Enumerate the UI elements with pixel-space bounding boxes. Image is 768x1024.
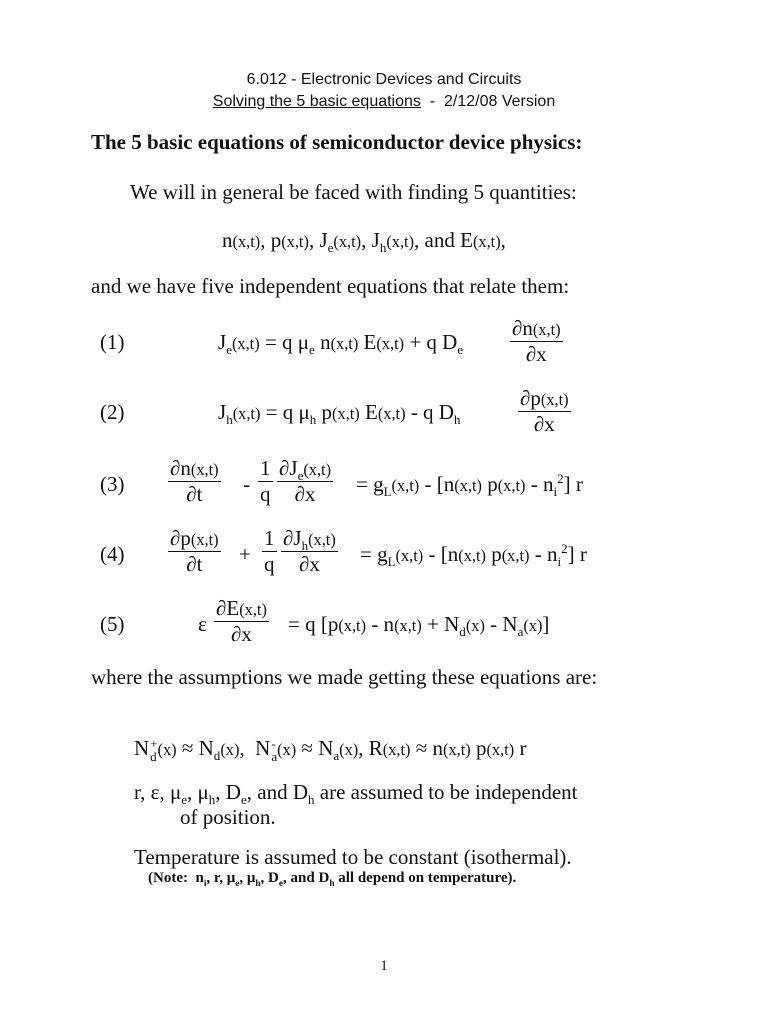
equation-2 <box>218 400 461 428</box>
eq3-f3-num <box>277 456 333 484</box>
eq4-f1-num-text: ∂p <box>170 526 191 550</box>
a2-sub: h <box>308 792 315 808</box>
note-rest: all depend on temperature). <box>334 870 517 886</box>
equation-number-5: (5) <box>100 612 125 636</box>
eq5-fraction <box>214 596 269 647</box>
eq2-sub: h <box>309 412 317 428</box>
eq3-rhs-b: - [n <box>419 472 455 496</box>
eq4-f1-num <box>168 526 221 551</box>
eq3-f1-den: ∂t <box>168 481 221 507</box>
eq3-f3-arg: (x,t) <box>303 460 332 479</box>
eq5-f-num <box>214 596 269 621</box>
eq2-frac-num-arg: (x,t) <box>540 390 569 409</box>
a1-sub: a <box>271 749 278 765</box>
eq1-arg: (x,t) <box>231 334 260 353</box>
document-subtitle <box>0 93 768 111</box>
q-end: , <box>500 228 506 252</box>
eq3-f3-sub: e <box>297 468 304 484</box>
page-number: 1 <box>380 958 388 974</box>
eq4-f3-arg: (x,t) <box>308 530 336 549</box>
header-separator: - <box>286 71 301 88</box>
eq4-ni-sup: 2 <box>561 541 568 556</box>
eq5-rhs-d: - N <box>484 612 518 636</box>
q-p: p <box>270 228 282 252</box>
quantities-line <box>222 228 506 256</box>
eq2-arg: (x,t) <box>232 404 261 423</box>
eq2-arg: (x,t) <box>377 404 406 423</box>
assumptions-intro: where the assumptions we made getting these equations are: <box>91 665 598 689</box>
eq3-f3-num-text: ∂J <box>279 456 298 480</box>
eq4-arg: (x,t) <box>395 546 424 565</box>
a1-n-sub-sup <box>150 737 157 763</box>
eq4-f1-arg: (x,t) <box>190 530 219 549</box>
assumption-3: Temperature is assumed to be constant (isothermal). <box>134 845 572 869</box>
eq1-fraction <box>510 316 563 367</box>
eq4-sub: L <box>387 554 396 570</box>
temperature-note <box>148 870 516 887</box>
a1-sub: a <box>333 748 340 764</box>
assumption-1 <box>134 736 526 763</box>
eq3-f1-num <box>168 456 221 481</box>
eq4-f3-sub: h <box>301 538 309 554</box>
a1-arg: (x,t) <box>486 740 515 759</box>
eq5-rhs <box>288 612 550 640</box>
a1-approx: ≈ n <box>410 736 443 760</box>
eq1-rhs: = q μ <box>259 330 310 354</box>
note-sub: e <box>235 879 240 889</box>
eq2-arg: (x,t) <box>332 404 360 423</box>
eq3-f2-den: q <box>260 482 271 506</box>
a2-start: r, ε, μ <box>134 780 182 804</box>
eq4-fraction-1q <box>262 526 277 577</box>
eq4-rhs-a: = g <box>360 542 388 566</box>
q-comma: , <box>308 228 320 252</box>
eq4-arg: (x,t) <box>501 546 530 565</box>
eq3-fraction-1q <box>258 456 273 507</box>
eq5-arg: (x,t) <box>394 616 422 635</box>
course-header <box>0 71 768 89</box>
eq2-sub: h <box>453 412 461 428</box>
course-number: 6.012 <box>246 71 287 88</box>
eq1-sub: e <box>457 342 464 358</box>
eq5-f-num-text: ∂E <box>216 596 240 620</box>
eq3-f1-num-text: ∂n <box>170 456 191 480</box>
a1-arg: (x) <box>339 740 359 759</box>
eq5-f-arg: (x,t) <box>239 600 267 619</box>
eq4-f2-num: 1 <box>264 526 275 550</box>
eq3-rhs-d: - n <box>525 472 554 496</box>
equation-1 <box>218 330 464 358</box>
eq4-rhs-c: p <box>485 542 502 566</box>
note-c: , μ <box>239 870 256 886</box>
eq3-operator: - <box>243 472 250 496</box>
a1-n: N <box>134 736 150 760</box>
eq2-rhs: = q μ <box>260 400 310 424</box>
note-sub: i <box>203 879 207 889</box>
eq5-sub: d <box>459 624 466 640</box>
equation-number-1: (1) <box>100 330 125 354</box>
a1-approx: ≈ N <box>296 736 334 760</box>
eq1-arg: (x,t) <box>330 334 359 353</box>
eq4-rhs <box>360 541 587 570</box>
eq5-rhs-c: + N <box>421 612 460 636</box>
eq3-rhs <box>356 471 583 500</box>
eq3-arg: (x,t) <box>454 476 482 495</box>
eq4-arg: (x,t) <box>458 546 486 565</box>
a1-sub: d <box>213 748 221 764</box>
eq4-rhs-d: - n <box>529 542 558 566</box>
eq1-mid2: E <box>358 330 377 354</box>
eq1-sub: e <box>309 342 315 358</box>
version-label: 2/12/08 Version <box>444 93 556 110</box>
q-n: n <box>222 228 233 252</box>
a1-arg: (x) <box>220 740 240 759</box>
a1-approx: ≈ N <box>176 736 214 760</box>
eq5-rhs-b: - n <box>366 612 395 636</box>
intro-text: We will in general be faced with finding 5 quantities: <box>130 180 577 204</box>
section-title: The 5 basic equations of semiconductor device physics: <box>91 130 583 154</box>
eq4-ni-sub: i <box>557 554 562 570</box>
eq3-arg: (x,t) <box>497 476 526 495</box>
eq3-fraction-dJdx <box>277 456 333 507</box>
a1-comma: , N <box>239 736 271 760</box>
eq3-rhs-e: ] r <box>563 472 583 496</box>
eq3-f3-den: ∂x <box>277 481 333 507</box>
eq2-minus: - q D <box>405 400 454 424</box>
q-sub: h <box>379 240 387 256</box>
note-sub: h <box>255 879 261 889</box>
eq4-f3-den: ∂x <box>281 551 338 577</box>
eq5-arg: (x) <box>465 616 485 635</box>
eq1-arg: (x,t) <box>376 334 405 353</box>
a1-arg: (x) <box>157 740 177 759</box>
eq4-fraction-dJdx <box>281 526 338 577</box>
equation-number-4: (4) <box>100 542 125 566</box>
a1-arg: (x,t) <box>382 740 411 759</box>
eq5-epsilon: ε <box>198 612 207 636</box>
course-title: Electronic Devices and Circuits <box>300 71 522 88</box>
eq2-mid2: E <box>359 400 378 424</box>
eq4-f3-num <box>281 526 338 554</box>
eq3-f2-num: 1 <box>260 456 271 480</box>
eq2-frac-num <box>518 386 571 411</box>
q-comma: , <box>260 228 271 252</box>
q-and: , and <box>414 228 461 252</box>
note-sub: e <box>278 879 284 889</box>
a2-sub: e <box>240 792 247 808</box>
a1-sup: + <box>150 736 158 752</box>
a1-tail: p <box>470 736 487 760</box>
subtitle-underlined: Solving the 5 basic equations <box>212 93 421 110</box>
a2-c: , and D <box>246 780 308 804</box>
eq3-fraction-dndt <box>168 456 221 507</box>
eq5-arg: (x) <box>523 616 543 635</box>
eq3-f1-arg: (x,t) <box>190 460 219 479</box>
eq4-f3-num-text: ∂J <box>283 526 302 550</box>
a1-end: r <box>514 736 527 760</box>
eq3-ni-sub: i <box>553 484 558 500</box>
a2-rest: are assumed to be independent <box>314 780 578 804</box>
eq2-frac-num-text: ∂p <box>520 386 541 410</box>
eq5-rhs-a: = q [p <box>288 612 339 636</box>
note-sub: h <box>329 879 335 889</box>
eq3-sub: L <box>383 484 392 500</box>
a1-comma: , R <box>358 736 383 760</box>
q-arg: (x,t) <box>386 232 415 251</box>
eq2-fraction <box>518 386 571 437</box>
a2-sub: h <box>208 792 216 808</box>
a1-arg: (x) <box>277 740 297 759</box>
a1-arg: (x,t) <box>443 740 471 759</box>
eq3-arg: (x,t) <box>391 476 420 495</box>
eq1-frac-num-arg: (x,t) <box>532 320 561 339</box>
eq4-rhs-b: - [n <box>423 542 459 566</box>
note-c: , and D <box>283 870 330 886</box>
eq2-lhs: J <box>218 400 227 424</box>
eq3-rhs-a: = g <box>356 472 384 496</box>
eq1-lhs: J <box>218 330 227 354</box>
eq1-sub: e <box>226 342 232 358</box>
a1-sup: - <box>271 736 276 752</box>
q-arg: (x,t) <box>333 232 362 251</box>
eq1-plus: + q D <box>404 330 458 354</box>
eq3-rhs-c: p <box>481 472 498 496</box>
q-e: E <box>460 228 473 252</box>
eq5-arg: (x,t) <box>338 616 367 635</box>
q-sub: e <box>327 240 334 256</box>
eq5-f-den: ∂x <box>214 621 269 647</box>
relate-text: and we have five independent equations that relate them: <box>91 274 570 298</box>
q-comma: , <box>361 228 372 252</box>
eq1-mid: n <box>314 330 331 354</box>
assumption-2 <box>134 780 578 808</box>
a2-c: , D <box>215 780 241 804</box>
note-start: (Note: n <box>148 870 204 886</box>
eq4-f2-den: q <box>264 552 275 576</box>
q-arg: (x,t) <box>472 232 501 251</box>
eq5-sub: a <box>517 624 524 640</box>
eq1-frac-num-text: ∂n <box>512 316 533 340</box>
equation-number-3: (3) <box>100 472 125 496</box>
eq5-rhs-e: ] <box>542 612 550 636</box>
note-c: , r, μ <box>206 870 236 886</box>
q-je: J <box>319 228 328 252</box>
eq4-operator: + <box>239 542 251 566</box>
q-arg: (x,t) <box>281 232 309 251</box>
eq4-fraction-dpdt <box>168 526 221 577</box>
eq2-sub: h <box>226 412 233 428</box>
a2-sub: e <box>181 792 188 808</box>
q-jh: J <box>371 228 380 252</box>
equation-number-2: (2) <box>100 400 125 424</box>
eq1-frac-num <box>510 316 563 341</box>
note-c: , D <box>260 870 279 886</box>
eq1-frac-den: ∂x <box>510 341 563 367</box>
eq4-rhs-e: ] r <box>567 542 587 566</box>
eq3-ni-sup: 2 <box>557 471 564 486</box>
eq4-f1-den: ∂t <box>168 551 221 577</box>
eq2-frac-den: ∂x <box>518 411 571 437</box>
eq2-mid: p <box>316 400 333 424</box>
a1-sub: d <box>150 749 157 765</box>
subtitle-separator: - <box>420 93 445 110</box>
assumption-2-cont: of position. <box>180 805 276 829</box>
q-arg: (x,t) <box>232 232 261 251</box>
a2-c: , μ <box>187 780 209 804</box>
